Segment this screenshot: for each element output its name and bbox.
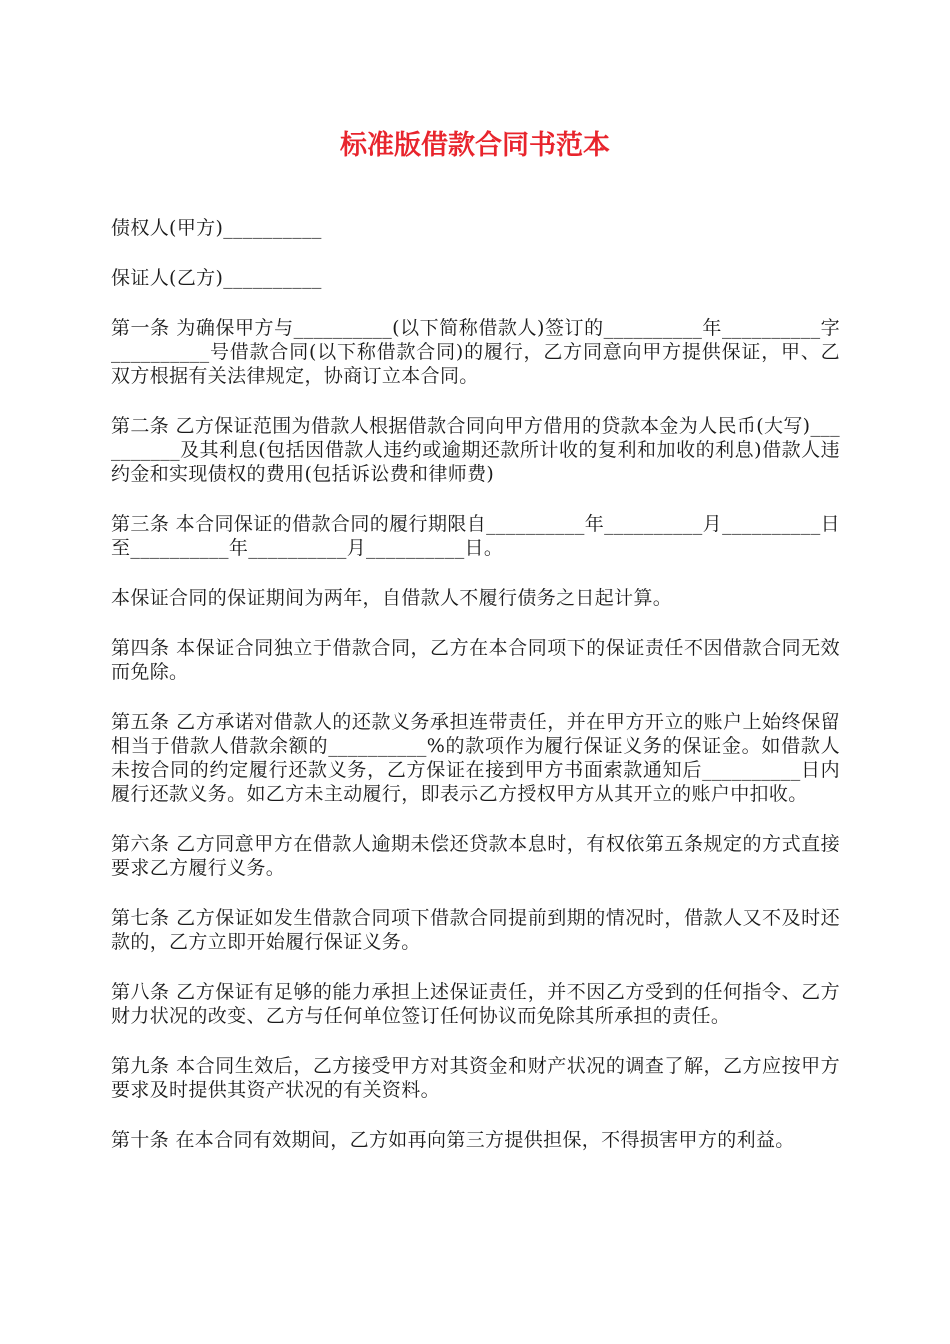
article-10: 第十条 在本合同有效期间，乙方如再向第三方提供担保，不得损害甲方的利益。 <box>111 1129 795 1151</box>
document-body <box>111 216 840 1178</box>
article-7: 第七条 乙方保证如发生借款合同项下借款合同提前到期的情况时，借款人又不及时还款的，乙方立即开始履行保证义务。 <box>111 907 840 953</box>
article-4: 第四条 本保证合同独立于借款合同，乙方在本合同项下的保证责任不因借款合同无效而免除。 <box>111 637 840 683</box>
article-6: 第六条 乙方同意甲方在借款人逾期未偿还贷款本息时，有权依第五条规定的方式直接要求乙方履行义务。 <box>111 833 840 879</box>
guarantor-line: 保证人(乙方)__________ <box>111 267 322 289</box>
article-8: 第八条 乙方保证有足够的能力承担上述保证责任，并不因乙方受到的任何指令、乙方财力状况的改变、乙方与任何单位签订任何协议而免除其所承担的责任。 <box>111 981 840 1027</box>
article-5: 第五条 乙方承诺对借款人的还款义务承担连带责任，并在甲方开立的账户上始终保留相当于借款人借款余额的__________%的款项作为履行保证义务的保证金。如借款人未按合同的约定履行还款义务，乙方保证在接到甲方书面索款通知后__________日内履行还款义务。如乙方未主动履行，即表示乙方授权甲方从其开立的账户中扣收。 <box>111 711 840 805</box>
article-9: 第九条 本合同生效后，乙方接受甲方对其资金和财产状况的调查了解，乙方应按甲方要求及时提供其资产状况的有关资料。 <box>111 1055 840 1101</box>
article-3: 第三条 本合同保证的借款合同的履行期限自__________年__________月__________日至__________年__________月__________日。 <box>111 513 840 559</box>
document-title: 标准版借款合同书范本 <box>340 130 610 161</box>
guarantee-period: 本保证合同的保证期间为两年，自借款人不履行债务之日起计算。 <box>111 587 673 609</box>
article-1: 第一条 为确保甲方与__________(以下简称借款人)签订的__________年__________字__________号借款合同(以下称借款合同)的履行，乙方同意向甲方提供保证，甲、乙双方根据有关法律规定，协商订立本合同。 <box>111 317 840 387</box>
creditor-line: 债权人(甲方)__________ <box>111 217 322 239</box>
article-2: 第二条 乙方保证范围为借款人根据借款合同向甲方借用的贷款本金为人民币(大写)__________及其利息(包括因借款人违约或逾期还款所计收的复利和加收的利息)借款人违约金和实现债权的费用(包括诉讼费和律师费) <box>111 415 840 485</box>
